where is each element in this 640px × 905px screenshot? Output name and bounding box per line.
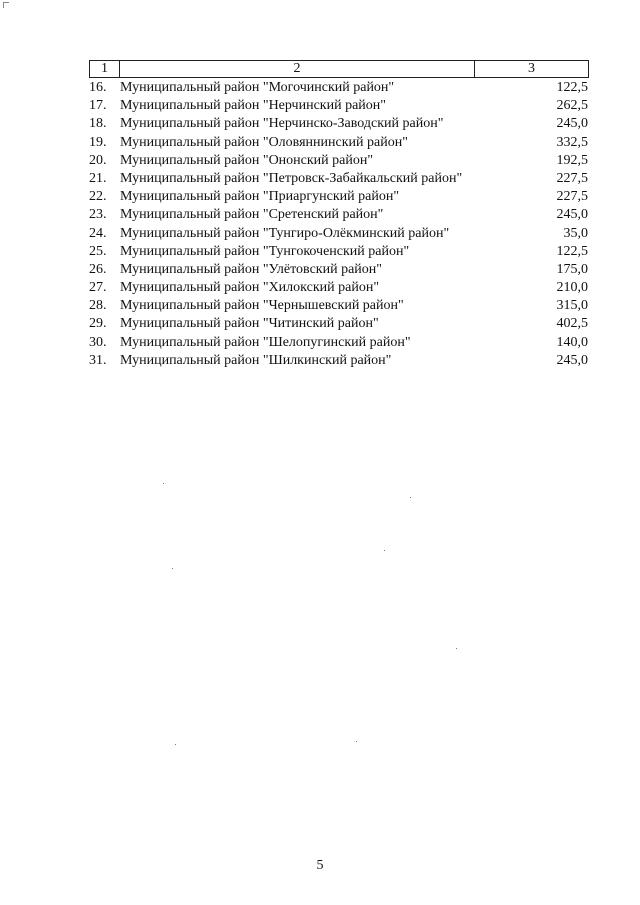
row-district-name: Муниципальный район "Улётовский район"	[120, 261, 382, 277]
row-value: 245,0	[556, 352, 588, 368]
row-number: 16.	[89, 80, 107, 95]
table-row	[89, 261, 589, 279]
row-value: 35,0	[563, 225, 588, 241]
row-number: 28.	[89, 298, 107, 314]
row-value: 122,5	[556, 243, 588, 259]
table-row	[89, 152, 589, 170]
row-value: 227,5	[556, 170, 588, 186]
row-district-name: Муниципальный район "Хилокский район"	[120, 280, 380, 296]
table-row	[89, 170, 589, 188]
table-row	[89, 334, 589, 352]
scan-speck	[456, 648, 457, 649]
row-number: 27.	[89, 280, 107, 296]
row-value: 122,5	[556, 80, 588, 95]
table-row	[89, 188, 589, 206]
row-value: 315,0	[556, 298, 588, 314]
row-value: 402,5	[556, 316, 588, 332]
row-number: 23.	[89, 207, 107, 223]
row-district-name: Муниципальный район "Нерчинско-Заводский район"	[120, 116, 444, 132]
header-cell-1: 1	[90, 61, 120, 77]
row-number: 17.	[89, 98, 107, 114]
table-body	[89, 79, 589, 370]
row-district-name: Муниципальный район "Тунгокоченский район"	[120, 243, 410, 259]
row-value: 332,5	[556, 134, 588, 150]
row-number: 21.	[89, 170, 107, 186]
table-row	[89, 352, 589, 370]
table-row	[89, 279, 589, 297]
row-value: 192,5	[556, 152, 588, 168]
table-row	[89, 225, 589, 243]
page-number: 5	[316, 858, 324, 873]
row-district-name: Муниципальный район "Чернышевский район"	[120, 298, 404, 314]
table-row	[89, 315, 589, 333]
row-value: 245,0	[556, 116, 588, 132]
row-number: 22.	[89, 189, 107, 205]
row-district-name: Муниципальный район "Шилкинский район"	[120, 352, 392, 368]
row-value: 210,0	[556, 280, 588, 296]
row-number: 30.	[89, 334, 107, 350]
row-district-name: Муниципальный район "Могочинский район"	[120, 80, 395, 95]
row-district-name: Муниципальный район "Ононский район"	[120, 152, 374, 168]
row-value: 245,0	[556, 207, 588, 223]
table-row	[89, 97, 589, 115]
row-number: 29.	[89, 316, 107, 332]
row-number: 25.	[89, 243, 107, 259]
row-number: 19.	[89, 134, 107, 150]
header-cell-3: 3	[528, 61, 535, 76]
table-row	[89, 297, 589, 315]
row-number: 26.	[89, 261, 107, 277]
row-number: 31.	[89, 352, 107, 368]
scan-speck	[175, 744, 176, 745]
row-number: 20.	[89, 152, 107, 168]
row-value: 175,0	[556, 261, 588, 277]
table-row	[89, 134, 589, 152]
row-district-name: Муниципальный район "Сретенский район"	[120, 207, 384, 223]
row-district-name: Муниципальный район "Оловяннинский район"	[120, 134, 408, 150]
scan-corner-mark	[3, 2, 9, 8]
row-district-name: Муниципальный район "Петровск-Забайкальский район"	[120, 170, 463, 186]
row-value: 227,5	[556, 189, 588, 205]
scan-speck	[384, 550, 385, 551]
table-header-row	[89, 60, 589, 78]
row-value: 262,5	[556, 98, 588, 114]
scan-speck	[410, 497, 411, 498]
row-number: 24.	[89, 225, 107, 241]
header-cell-2: 2	[120, 61, 475, 77]
row-district-name: Муниципальный район "Читинский район"	[120, 316, 379, 332]
row-number: 18.	[89, 116, 107, 132]
scan-speck	[356, 741, 357, 742]
row-district-name: Муниципальный район "Тунгиро-Олёкминский район"	[120, 225, 450, 241]
row-value: 140,0	[556, 334, 588, 350]
table-row	[89, 79, 589, 97]
table-row	[89, 115, 589, 133]
table-row	[89, 206, 589, 224]
row-district-name: Муниципальный район "Нерчинский район"	[120, 98, 386, 114]
row-district-name: Муниципальный район "Приаргунский район"	[120, 189, 400, 205]
table-row	[89, 243, 589, 261]
row-district-name: Муниципальный район "Шелопугинский район"	[120, 334, 411, 350]
scan-speck	[163, 483, 164, 484]
scan-speck	[172, 568, 173, 569]
